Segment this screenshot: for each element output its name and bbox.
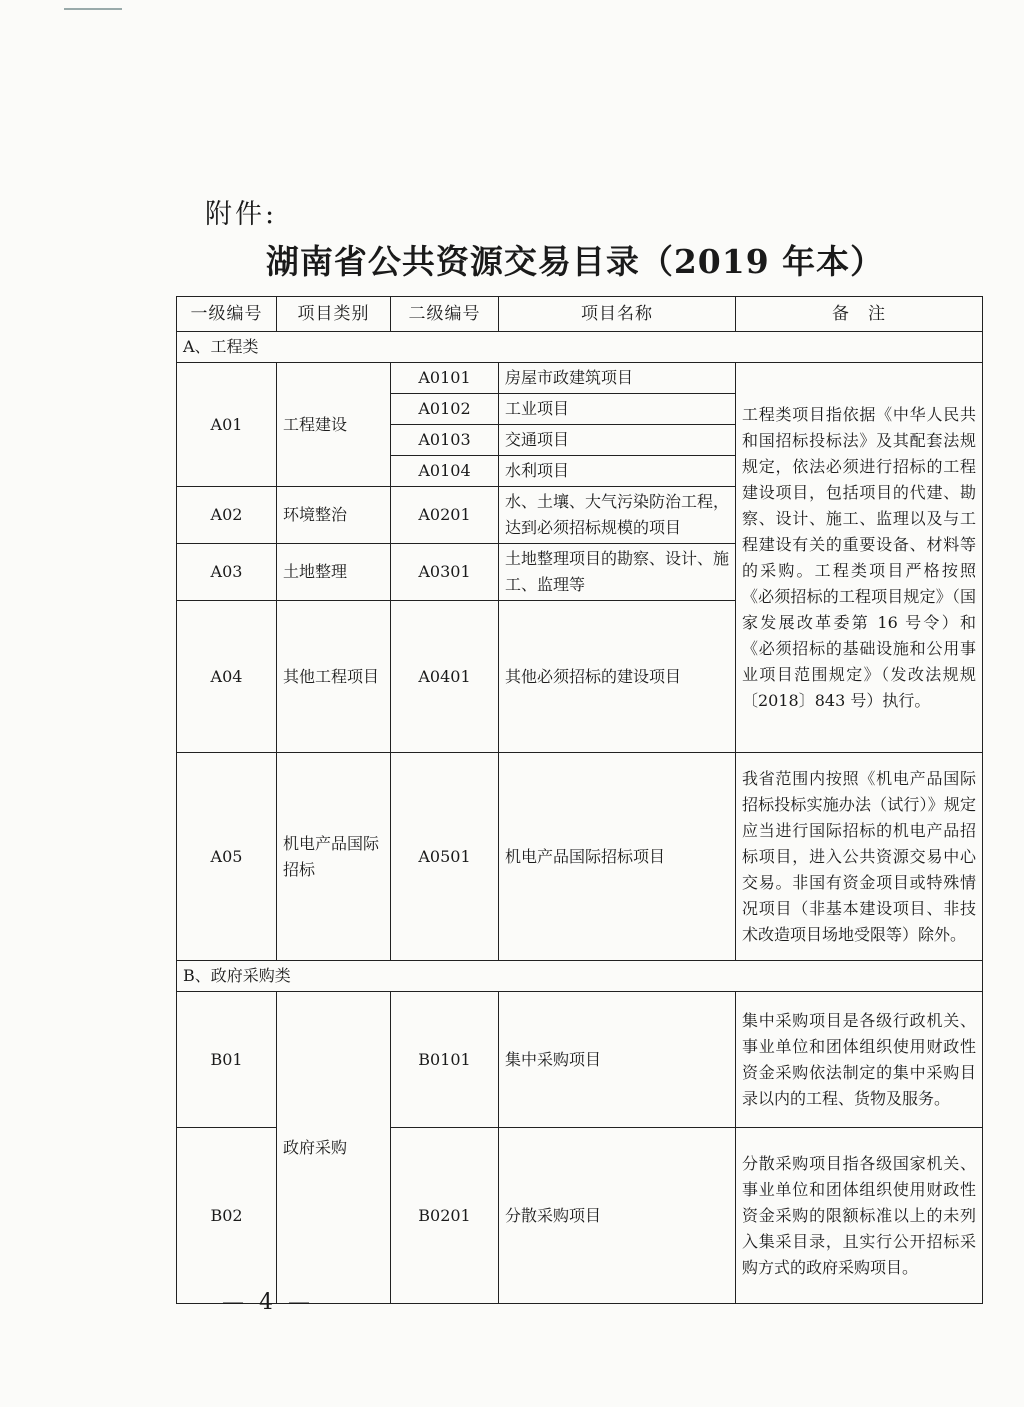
remark-cell: 我省范围内按照《机电产品国际招标投标实施办法（试行）》规定应当进行国际招标的机电产品招标项目，进入公共资源交易中心交易。非国有资金项目或特殊情况项目（非基本建设项目、非技术改造项目场地受限等）除外。 [736,753,983,961]
category-cell: 土地整理 [277,544,391,601]
table-header-row [177,297,983,332]
level1-code-cell: A04 [177,601,277,753]
project-name-cell: 水、土壤、大气污染防治工程，达到必须招标规模的项目 [499,487,736,544]
project-name-cell: 房屋市政建筑项目 [499,363,736,394]
scan-mark [64,8,122,10]
table-row [177,753,983,961]
header-remarks: 备 注 [736,297,983,332]
level2-code-cell: A0101 [391,363,499,394]
catalog-table [176,296,983,1304]
project-name-cell: 交通项目 [499,425,736,456]
category-cell: 政府采购 [277,992,391,1304]
level1-code-cell: A05 [177,753,277,961]
level2-code-cell: A0104 [391,456,499,487]
level2-code-cell: A0201 [391,487,499,544]
header-category: 项目类别 [277,297,391,332]
level2-code-cell: A0102 [391,394,499,425]
project-name-cell: 水利项目 [499,456,736,487]
header-level2-code: 二级编号 [391,297,499,332]
level2-code-cell: A0301 [391,544,499,601]
level1-code-cell: A01 [177,363,277,487]
table-row [177,992,983,1128]
header-project-name: 项目名称 [499,297,736,332]
project-name-cell: 土地整理项目的勘察、设计、施工、监理等 [499,544,736,601]
document-title: 湖南省公共资源交易目录（2019 年本） [265,242,885,281]
level2-code-cell: A0501 [391,753,499,961]
level2-code-cell: A0401 [391,601,499,753]
remark-cell: 分散采购项目指各级国家机关、事业单位和团体组织使用财政性资金采购的限额标准以上的未列入集采目录，且实行公开招标采购方式的政府采购项目。 [736,1128,983,1304]
header-level1-code: 一级编号 [177,297,277,332]
project-name-cell: 其他必须招标的建设项目 [499,601,736,753]
section-row [177,961,983,992]
section-row [177,332,983,363]
level1-code-cell: A03 [177,544,277,601]
category-cell: 环境整治 [277,487,391,544]
attachment-label: 附件: [205,199,278,230]
level1-code-cell: A02 [177,487,277,544]
project-name-cell: 分散采购项目 [499,1128,736,1304]
remark-cell: 集中采购项目是各级行政机关、事业单位和团体组织使用财政性资金采购依法制定的集中采购目录以内的工程、货物及服务。 [736,992,983,1128]
level2-code-cell: B0201 [391,1128,499,1304]
section-a-label: A、工程类 [177,332,983,363]
level2-code-cell: A0103 [391,425,499,456]
page-number: — 4 — [222,1290,314,1315]
project-name-cell: 工业项目 [499,394,736,425]
category-cell: 工程建设 [277,363,391,487]
table-row [177,363,983,394]
project-name-cell: 集中采购项目 [499,992,736,1128]
project-name-cell: 机电产品国际招标项目 [499,753,736,961]
category-cell: 其他工程项目 [277,601,391,753]
remark-engineering: 工程类项目指依据《中华人民共和国招标投标法》及其配套法规规定，依法必须进行招标的工程建设项目，包括项目的代建、勘察、设计、施工、监理以及与工程建设有关的重要设备、材料等的采购。工程类项目严格按照《必须招标的工程项目规定》（国家发展改革委第 16 号令）和《必须招标的基础设施和公用事业项目范围规定》（发改法规规〔2018〕843 号）执行。 [736,363,983,753]
level2-code-cell: B0101 [391,992,499,1128]
category-cell: 机电产品国际招标 [277,753,391,961]
level1-code-cell: B02 [177,1128,277,1304]
section-b-label: B、政府采购类 [177,961,983,992]
level1-code-cell: B01 [177,992,277,1128]
